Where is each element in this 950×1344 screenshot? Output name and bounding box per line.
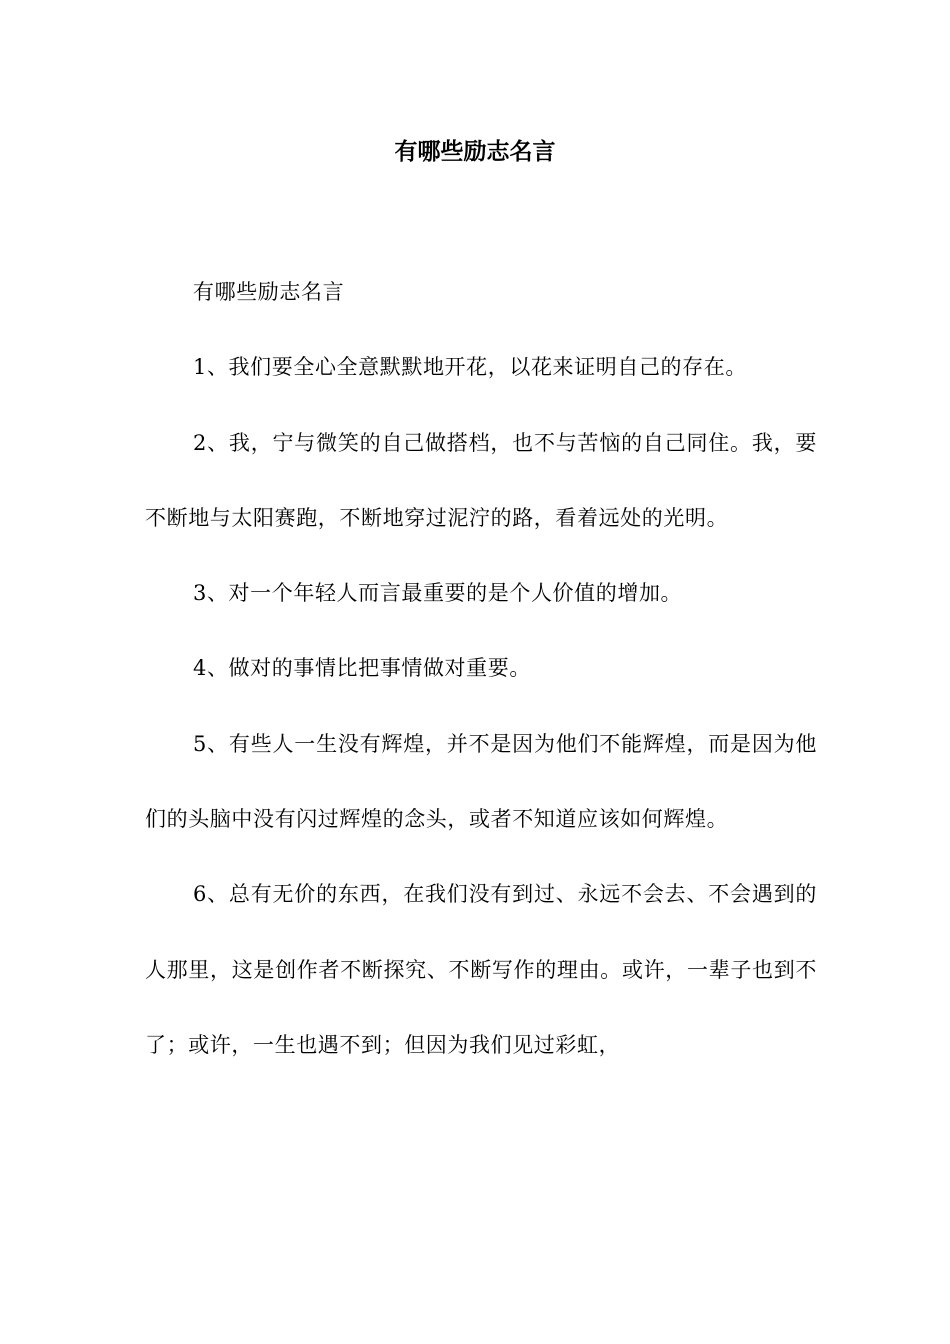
document-title: 有哪些励志名言: [394, 138, 556, 165]
paragraph-heading: 有哪些励志名言: [193, 280, 345, 304]
quote-paragraph-1: 1、我们要全心全意默默地开花，以花来证明自己的存在。: [193, 355, 747, 380]
quote-paragraph-2: 2、我，宁与微笑的自己做搭档，也不与苦恼的自己同住。我，要不断地与太阳赛跑，不断地穿过泥泞的路，看着远处的光明。: [145, 430, 817, 530]
quote-paragraph-5: 5、有些人一生没有辉煌，并不是因为他们不能辉煌，而是因为他们的头脑中没有闪过辉煌的念头，或者不知道应该如何辉煌。: [145, 731, 817, 832]
quote-paragraph-6: 6、总有无价的东西，在我们没有到过、永远不会去、不会遇到的人那里，这是创作者不断探究、不断写作的理由。或许，一辈子也到不了；或许，一生也遇不到；但因为我们见过彩虹，: [145, 882, 817, 1057]
quote-paragraph-4: 4、做对的事情比把事情做对重要。: [193, 656, 531, 681]
quote-paragraph-3: 3、对一个年轻人而言最重要的是个人价值的增加。: [193, 581, 683, 606]
document-body: [145, 255, 817, 1083]
